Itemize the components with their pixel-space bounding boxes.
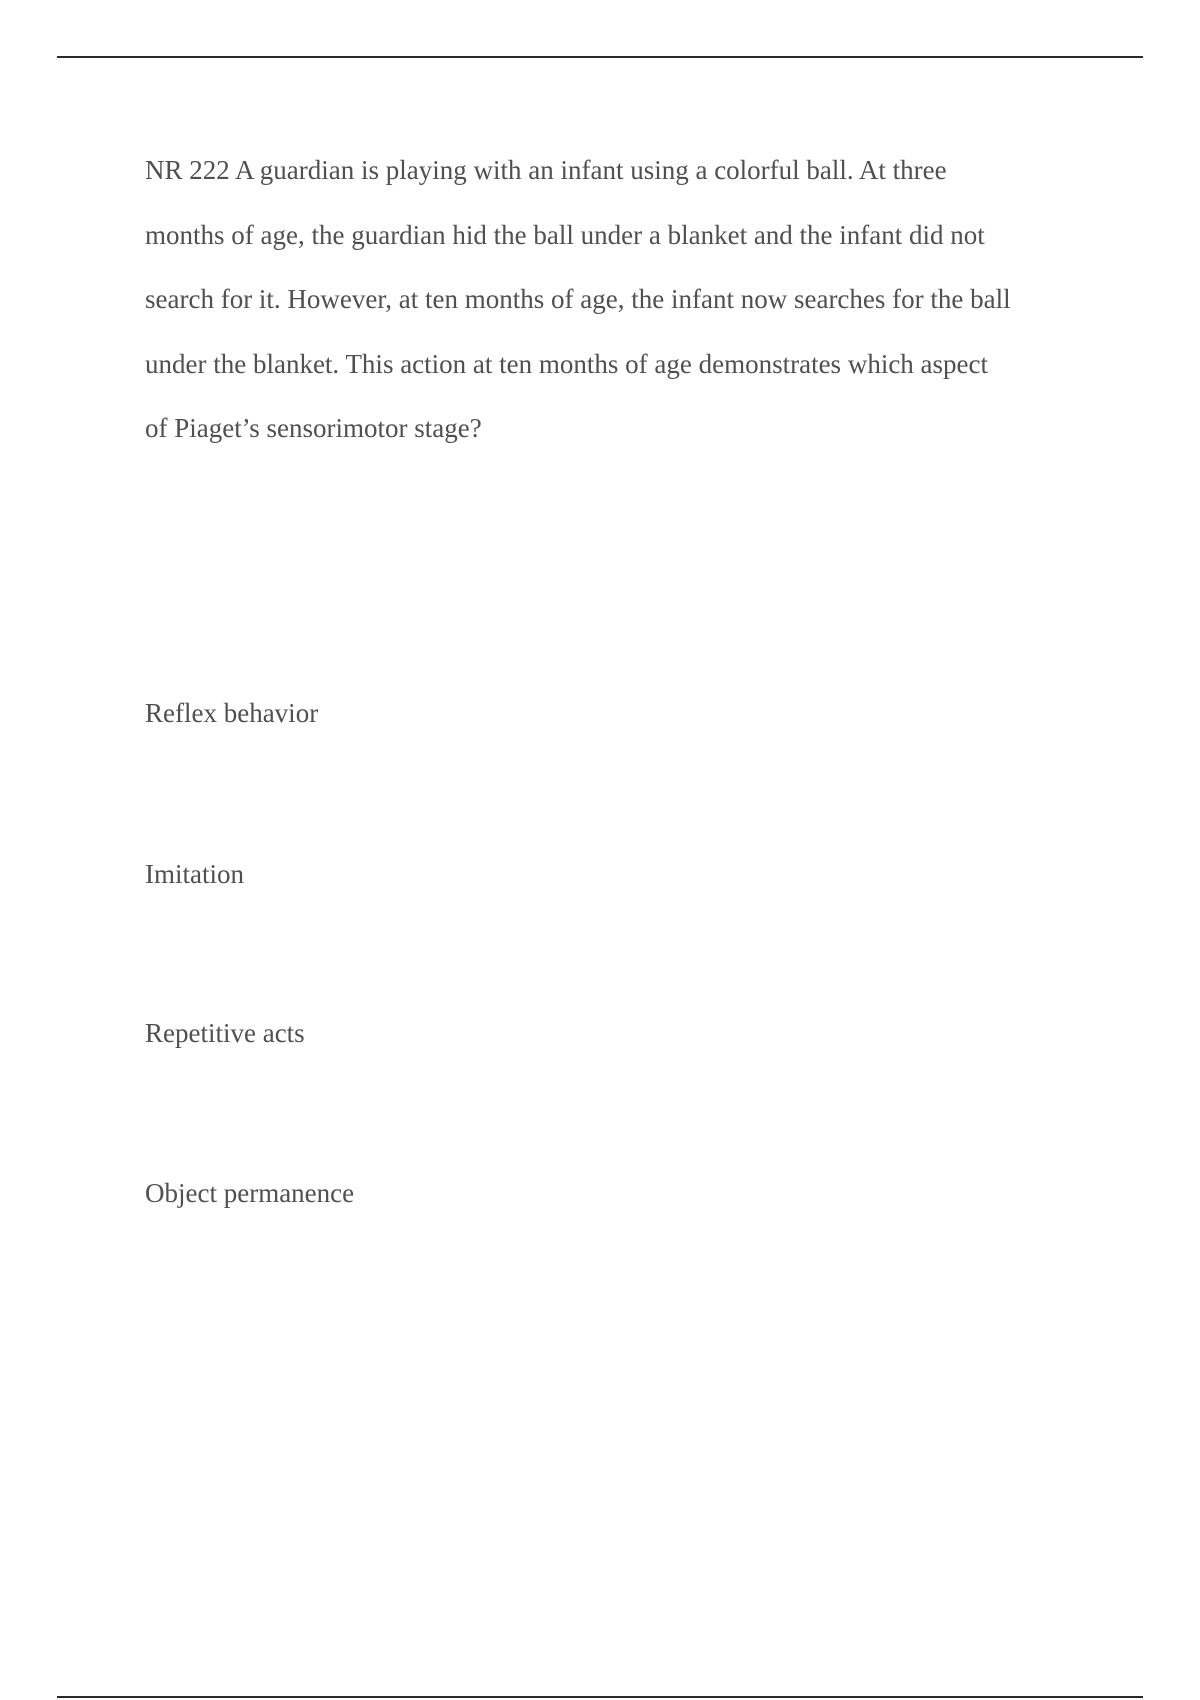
answer-option-imitation: Imitation [145, 859, 244, 889]
answer-option-object-permanence: Object permanence [145, 1178, 355, 1208]
question-line: months of age, the guardian hid the ball under a blanket and the infant did not [145, 219, 985, 250]
bottom-divider [57, 1696, 1143, 1698]
question-line: NR 222 A guardian is playing with an infant using a colorful ball. At three [145, 155, 947, 185]
question-line: search for it. However, at ten months of age, the infant now searches for the ball [145, 284, 1011, 314]
question-line: of Piaget’s sensorimotor stage? [145, 413, 482, 443]
top-divider [57, 56, 1143, 58]
answer-option-repetitive-acts: Repetitive acts [145, 1018, 305, 1048]
question-line: under the blanket. This action at ten months of age demonstrates which aspect [145, 348, 989, 379]
answer-option-reflex-behavior: Reflex behavior [145, 698, 319, 728]
question-text [145, 138, 1065, 461]
